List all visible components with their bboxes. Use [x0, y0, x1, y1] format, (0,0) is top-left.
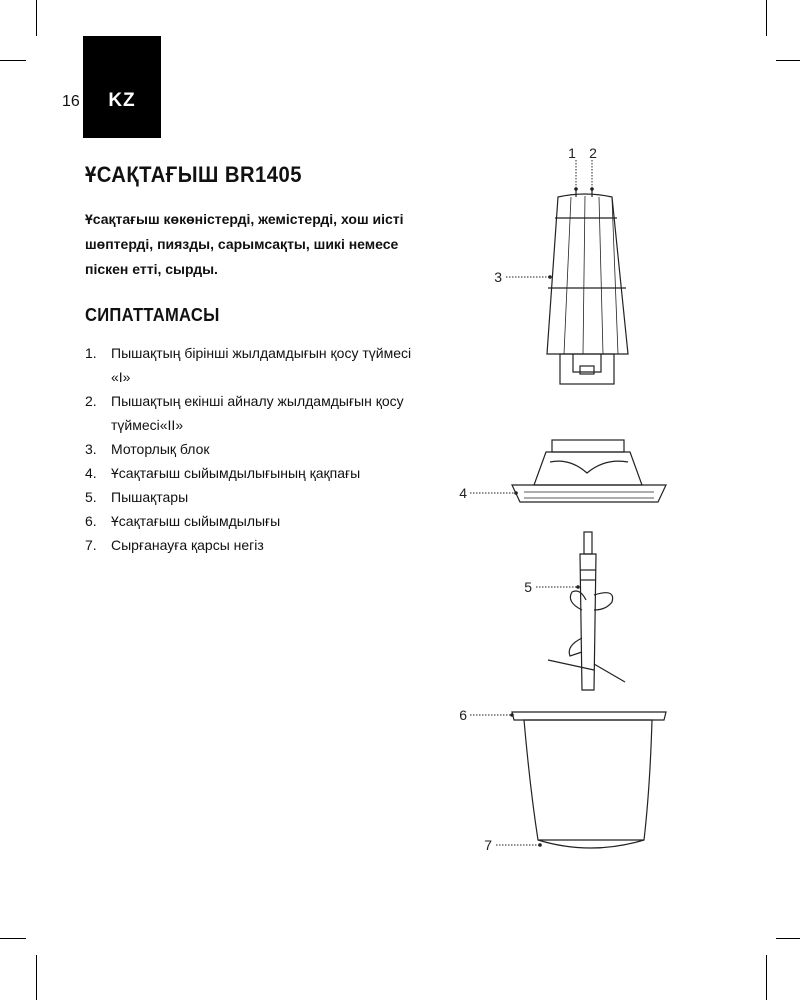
callout-label: 3 — [494, 269, 502, 285]
list-item-number: 2. — [85, 393, 97, 409]
callout-label: 7 — [484, 837, 492, 853]
parts-list — [85, 341, 415, 557]
list-item-text: Пышақтың бірінші жылдамдығын қосу түймесі «I» — [111, 345, 412, 385]
crop-mark — [776, 60, 800, 61]
callout-label: 5 — [524, 579, 532, 595]
crop-mark — [0, 938, 26, 939]
list-item-number: 7. — [85, 537, 97, 553]
list-item-number: 4. — [85, 465, 97, 481]
list-item — [85, 533, 415, 557]
motor-unit-drawing — [547, 189, 628, 384]
list-item — [85, 389, 415, 437]
crop-mark — [36, 0, 37, 36]
list-item-text: Ұсақтағыш сыйымдылығының қақпағы — [111, 465, 361, 481]
list-item-text: Сырғанауға қарсы негіз — [111, 537, 264, 553]
crop-mark — [766, 955, 767, 1000]
section-heading: СИПАТТАМАСЫ — [85, 305, 220, 325]
list-item-number: 6. — [85, 513, 97, 529]
list-item-number: 3. — [85, 441, 97, 457]
list-item-text: Моторлық блок — [111, 441, 210, 457]
crop-mark — [776, 938, 800, 939]
callout-label: 4 — [459, 485, 467, 501]
callout-label: 2 — [589, 145, 597, 161]
list-item-text: Пышақтың екінші айналу жылдамдығын қосу түймесі«II» — [111, 393, 404, 433]
lid-drawing — [512, 440, 666, 502]
crop-mark — [0, 60, 26, 61]
list-item — [85, 461, 415, 485]
blades-drawing — [548, 532, 625, 690]
list-item — [85, 341, 415, 389]
page-number: 16 — [62, 93, 80, 110]
chopper-exploded-diagram — [440, 140, 690, 880]
page-title: ҰСАҚТАҒЫШ BR1405 — [85, 162, 302, 187]
callout-label: 1 — [568, 145, 576, 161]
list-item — [85, 509, 415, 533]
list-item — [85, 485, 415, 509]
list-item-number: 5. — [85, 489, 97, 505]
list-item-text: Пышақтары — [111, 489, 189, 505]
crop-mark — [36, 955, 37, 1000]
language-badge — [83, 36, 161, 138]
bowl-drawing — [512, 712, 666, 848]
callout-label: 6 — [459, 707, 467, 723]
list-item-number: 1. — [85, 345, 97, 361]
crop-mark — [766, 0, 767, 36]
list-item — [85, 437, 415, 461]
list-item-text: Ұсақтағыш сыйымдылығы — [111, 513, 281, 529]
language-code: KZ — [108, 90, 136, 111]
intro-text: Ұсақтағыш көкөністерді, жемістерді, хош иісті шөптерді, пиязды, сарымсақты, шикі немесе піскен етті, сырды. — [85, 211, 404, 277]
